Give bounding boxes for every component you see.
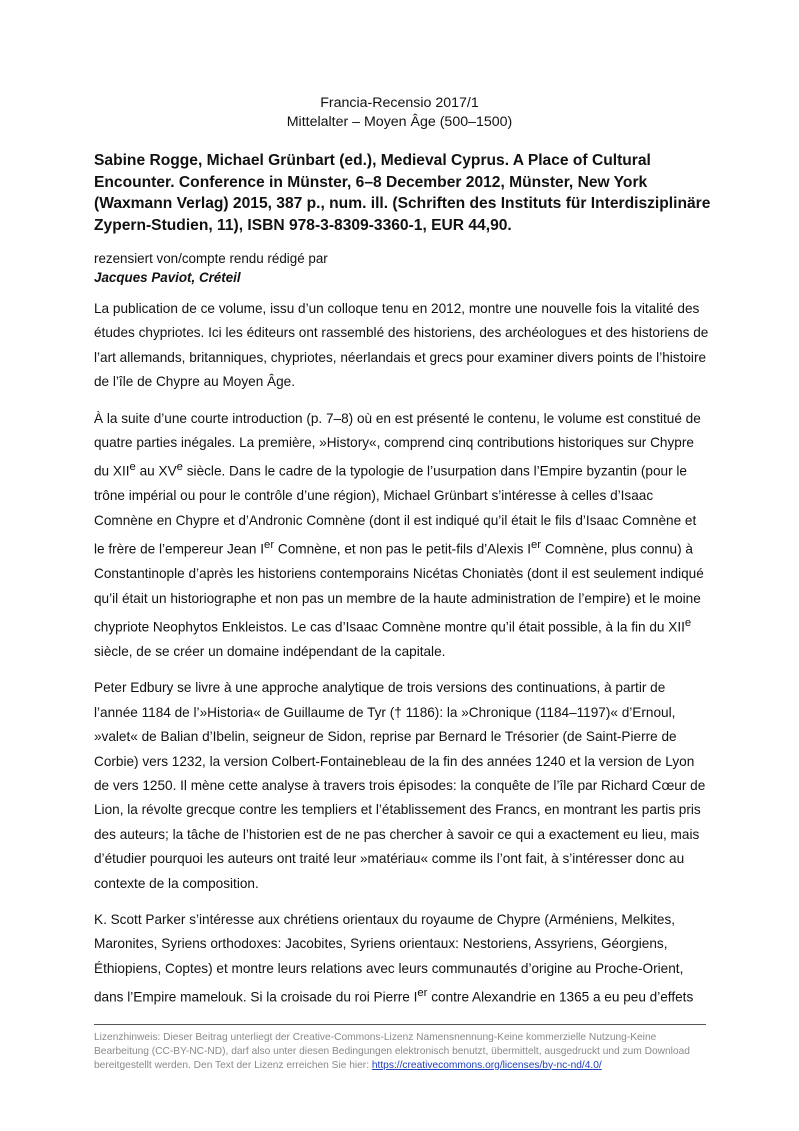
reviewer-block: [94, 249, 328, 287]
review-title: Sabine Rogge, Michael Grünbart (ed.), Medieval Cyprus. A Place of Cultural Encounter. Conference in Münster, 6–8 December 2012, Münster, New York (Waxmann Verlag) 2015, 387 p., num. ill. (Schriften des Instituts für Interdisziplinäre Zypern-Studien, 11), ISBN 978-3-8309-3360-1, EUR 44,90.: [94, 152, 711, 234]
license-link[interactable]: https://creativecommons.org/licenses/by-nc-nd/4.0/: [371, 1059, 602, 1071]
paragraph-1: La publication de ce volume, issu d’un colloque tenu en 2012, montre une nouvelle fois la vitalité des études chypriotes. Ici les éditeurs ont rassemblé des historiens, des archéologues et des historiens de l’art allemands, britanniques, chypriotes, néerlandais et grecs pour examiner divers points de l’histoire de l’île de Chypre au Moyen Âge.: [94, 301, 709, 390]
superscript: er: [531, 539, 542, 552]
journal-name: Francia-Recensio 2017/1: [320, 95, 479, 111]
journal-header: [0, 94, 799, 132]
paragraph-2-text: au XV: [135, 463, 177, 479]
license-text: Lizenzhinweis: Dieser Beitrag unterliegt der Creative-Commons-Lizenz Namensnennung-Keine kommerzielle Nutzung-Keine Bearbeitung (CC-BY-NC-ND), darf also unter diesen Bedingungen elektronisch benutzt, übermittelt, ausgedruckt und zum Download bereitgestellt werden. Den Text der Lizenz erreichen Sie hier:: [94, 1032, 690, 1071]
paragraph-4: [94, 908, 709, 1010]
superscript: er: [417, 987, 428, 1000]
paragraph-2-text: À la suite d’une courte introduction (p. 7–8) où en est présenté le contenu, le volume est constitué de quatre parties inégales. La première, »History«, comprend cinq contributions historiques sur Chypre du XII: [94, 410, 701, 479]
footer-divider: [94, 1024, 706, 1025]
paragraph-2-text: siècle, de se créer un domaine indépendant de la capitale.: [94, 643, 446, 659]
superscript: er: [264, 539, 275, 552]
paragraph-4-text: K. Scott Parker s’intéresse aux chrétiens orientaux du royaume de Chypre (Arméniens, Melkites, Maronites, Syriens orthodoxes: Jacobites, Syriens orientaux: Nestoriens, Assyriens, Géorgiens, Éthiopiens, Coptes) et montre leurs relations avec leurs communautés d’origine au Proche-Orient, dans l’Empire mamelouk. Si la croisade du roi Pierre I: [94, 911, 684, 1005]
license-notice: [94, 1031, 706, 1072]
paragraph-4-text: contre Alexandrie en 1365 a eu peu d’effets: [427, 989, 694, 1005]
paragraph-2-text: Comnène, et non pas le petit-fils d’Alexis I: [274, 541, 531, 557]
reviewer-label: rezensiert von/compte rendu rédigé par: [94, 251, 328, 266]
review-body: [94, 297, 709, 1022]
reviewer-name: Jacques Paviot, Créteil: [94, 270, 241, 285]
superscript: e: [684, 616, 692, 629]
paragraph-2: [94, 407, 709, 665]
paragraph-2-text: siècle. Dans le cadre de la typologie de l’usurpation dans l’Empire byzantin (pour le trône impérial ou pour le contrôle d’une région), Michael Grünbart s’intéresse à celles d’Isaac Comnène en Chypre et d’Andronic Comnène (dont il est indiqué qu’il était le fils d’Isaac Comnène et le frère de l’empereur Jean I: [94, 463, 697, 557]
paragraph-3: Peter Edbury se livre à une approche analytique de trois versions des continuations, à partir de l’année 1184 de l’»Historia« de Guillaume de Tyr († 1186): la »Chronique (1184–1197)« d’Ernoul, »valet« de Balian d’Ibelin, seigneur de Sidon, reprise par Bernard le Trésorier (de Saint-Pierre de Corbie) vers 1232, la version Colbert-Fontainebleau de la fin des années 1240 et la version de Lyon de vers 1250. Il mène cette analyse à travers trois épisodes: la conquête de l’île par Richard Cœur de Lion, la révolte grecque contre les templiers et l’établissement des Francs, en montrant les partis pris des auteurs; la tâche de l’historien est de ne pas chercher à savoir ce qui a exactement eu lieu, mais d’étudier pourquoi les auteurs ont traité leur »matériau« comme ils l’ont fait, à s’intéresser donc au contexte de la composition.: [94, 680, 706, 891]
superscript: e: [129, 461, 136, 474]
superscript: e: [176, 461, 183, 474]
paragraph-2-text: Comnène, plus connu) à Constantinople d’après les historiens contemporains Nicétas Choniatès (dont il est seulement indiqué qu’il était un historiographe et non pas un membre de la haute administration de l’empire) et le moine chypriote Neophytos Enkleistos. Le cas d’Isaac Comnène montre qu’il était possible, à la fin du XII: [94, 541, 704, 635]
section-name: Mittelalter – Moyen Âge (500–1500): [286, 114, 513, 130]
